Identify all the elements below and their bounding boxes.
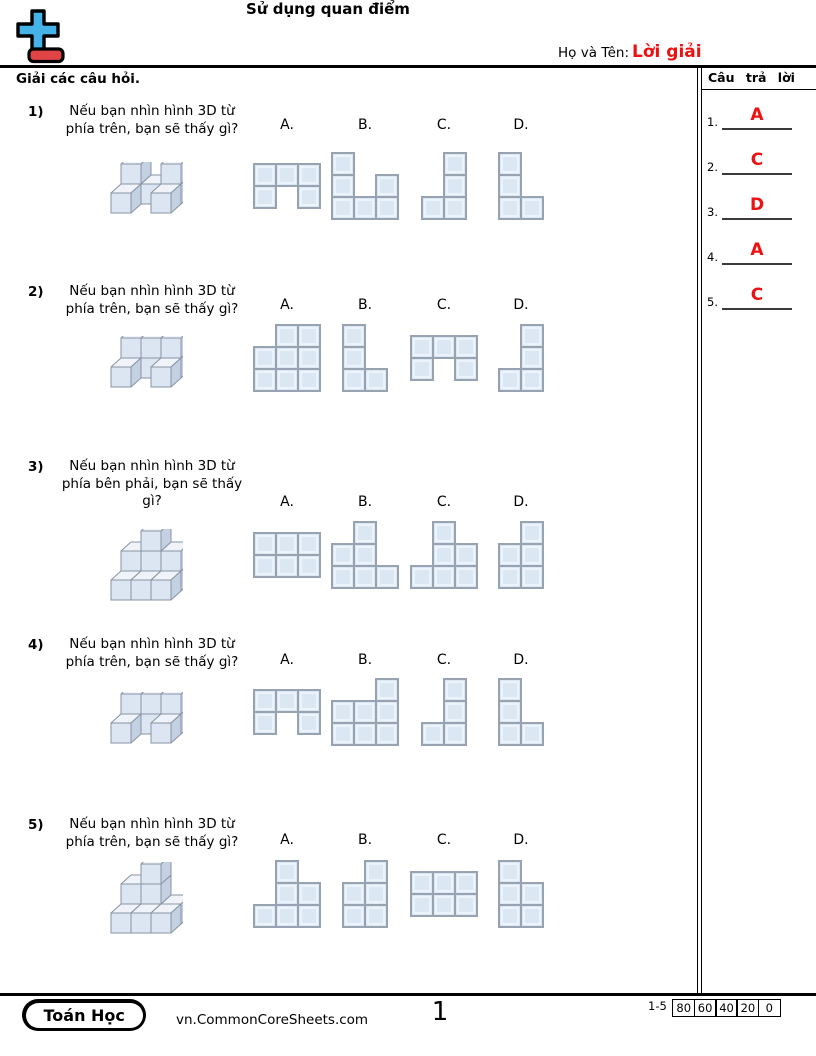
score-box: 0 (758, 999, 781, 1017)
question-text-line: Nếu bạn nhìn hình 3D từ (69, 103, 235, 119)
site-link[interactable]: vn.CommonCoreSheets.com (176, 1012, 369, 1028)
question-block (0, 458, 816, 618)
subject-badge (22, 999, 146, 1031)
option-shape[interactable] (252, 859, 322, 933)
question-text (52, 283, 252, 318)
figure-3d (109, 692, 183, 749)
answer-number: 2. (707, 160, 718, 174)
option-shape[interactable] (330, 520, 400, 594)
answer-key (702, 66, 816, 309)
option-shape[interactable] (420, 677, 468, 751)
option-letter: D. (513, 832, 529, 848)
option-letter: A. (280, 832, 294, 848)
option-shape[interactable] (409, 520, 479, 594)
question-text-line: Nếu bạn nhìn hình 3D từ (69, 636, 235, 652)
question-number: 2) (28, 284, 44, 300)
option-letter: B. (357, 652, 373, 668)
option-shape[interactable] (497, 859, 545, 933)
question-text-line: Nếu bạn nhìn hình 3D từ (69, 816, 235, 832)
option-shape[interactable] (409, 334, 479, 386)
question-number: 3) (28, 459, 44, 475)
option-letter: C. (436, 652, 452, 668)
answer-key-title: Câu trả lời (702, 66, 816, 90)
score-boxes (674, 997, 781, 1017)
page-number: 1 (431, 997, 449, 1027)
question-text (52, 816, 252, 851)
option-letter: A. (280, 297, 294, 313)
option-shape[interactable] (341, 323, 389, 397)
option-letter: D. (513, 652, 529, 668)
score-box: 80 (672, 999, 695, 1017)
option-shape[interactable] (252, 688, 322, 740)
question-text-line: phía trên, bạn sẽ thấy gì? (65, 653, 239, 670)
option-shape[interactable] (420, 151, 468, 225)
figure-3d (109, 336, 183, 393)
figure-3d (109, 862, 183, 939)
option-shape[interactable] (252, 531, 322, 583)
header-divider (0, 65, 816, 68)
question-number: 1) (28, 104, 44, 120)
option-shape[interactable] (409, 870, 479, 922)
question-text-line: phía bên phải, bạn sẽ thấy (61, 475, 243, 492)
option-shape[interactable] (341, 859, 389, 933)
question-text-line: Nếu bạn nhìn hình 3D từ (69, 458, 235, 474)
question-number: 5) (28, 817, 44, 833)
name-label: Họ và Tên: (558, 45, 630, 61)
answer-number: 1. (707, 115, 718, 129)
worksheet-title: Sử dụng quan điểm (246, 0, 410, 18)
question-text-line: phía trên, bạn sẽ thấy gì? (65, 300, 239, 317)
option-shape[interactable] (252, 162, 322, 214)
name-field (558, 42, 702, 62)
option-letter: C. (436, 117, 452, 133)
option-letter: A. (280, 117, 294, 133)
answer-value: D (749, 195, 765, 215)
option-shape[interactable] (497, 677, 545, 751)
option-letter: A. (280, 652, 294, 668)
answer-value: A (750, 105, 764, 125)
option-letter: C. (436, 494, 452, 510)
answer-number: 5. (707, 295, 718, 309)
subject-badge-label: Toán Học (26, 1003, 143, 1028)
footer-divider (0, 993, 816, 996)
option-shape[interactable] (497, 323, 545, 397)
option-letter: B. (357, 117, 373, 133)
option-letter: B. (357, 832, 373, 848)
question-text (52, 636, 252, 671)
option-letter: D. (513, 494, 529, 510)
figure-3d (109, 162, 183, 219)
option-letter: C. (436, 297, 452, 313)
question-text (52, 103, 252, 138)
option-shape[interactable] (330, 151, 400, 225)
answer-number: 3. (707, 205, 718, 219)
answer-value: A (750, 240, 764, 260)
option-letter: C. (436, 832, 452, 848)
option-letter: A. (280, 494, 294, 510)
instructions: Giải các câu hỏi. (16, 71, 141, 87)
option-shape[interactable] (330, 677, 400, 751)
option-shape[interactable] (497, 520, 545, 594)
score-box: 20 (736, 999, 759, 1017)
answer-value: C (750, 150, 764, 170)
name-value: Lời giải (632, 42, 702, 62)
question-text-line: Nếu bạn nhìn hình 3D từ (69, 283, 235, 299)
question-text-line: phía trên, bạn sẽ thấy gì? (65, 833, 239, 850)
question-block (0, 816, 816, 976)
figure-3d (109, 529, 183, 606)
option-letter: D. (513, 117, 529, 133)
question-block (0, 636, 816, 796)
question-number: 4) (28, 637, 44, 653)
question-text-line: gì? (142, 493, 162, 509)
score-table (648, 997, 781, 1017)
question-block (0, 283, 816, 443)
score-range: 1-5 (648, 999, 667, 1013)
option-letter: B. (357, 297, 373, 313)
question-text (52, 458, 252, 511)
option-letter: D. (513, 297, 529, 313)
option-letter: B. (357, 494, 373, 510)
score-box: 40 (715, 999, 738, 1017)
option-shape[interactable] (497, 151, 545, 225)
answer-value: C (750, 285, 764, 305)
score-box: 60 (694, 999, 717, 1017)
question-text-line: phía trên, bạn sẽ thấy gì? (65, 120, 239, 137)
option-shape[interactable] (252, 323, 322, 397)
question-block (0, 103, 816, 263)
answer-number: 4. (707, 250, 718, 264)
